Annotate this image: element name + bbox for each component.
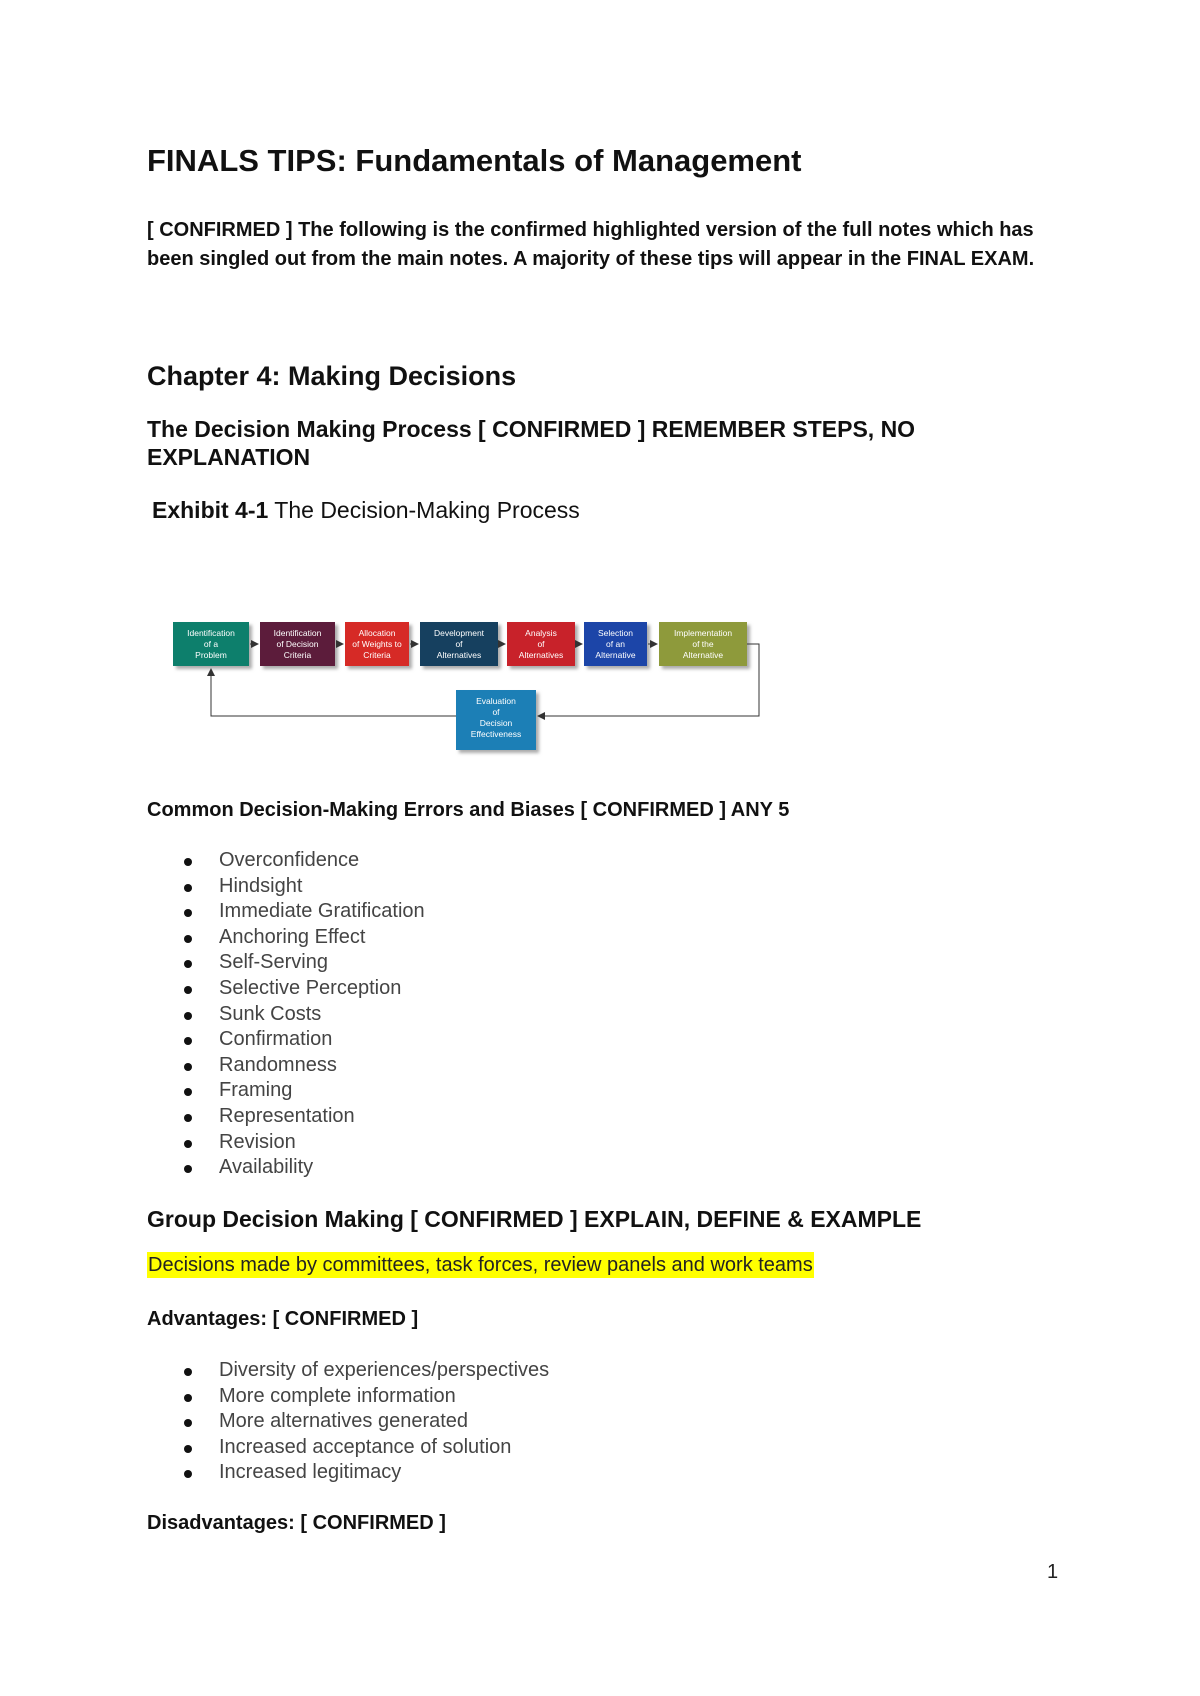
decision-process-svg bbox=[173, 620, 823, 770]
bias-list-item: Hindsight bbox=[147, 874, 425, 900]
bias-list-item: Selective Perception bbox=[147, 976, 425, 1002]
bias-list-item: Randomness bbox=[147, 1053, 425, 1079]
errors-list bbox=[147, 848, 425, 1181]
bias-list-item: Revision bbox=[147, 1130, 425, 1156]
process-step-label: Implementation of the Alternative bbox=[673, 628, 733, 660]
decision-process-diagram bbox=[173, 620, 823, 770]
advantages-heading: Advantages: [ CONFIRMED ] bbox=[147, 1308, 419, 1330]
advantage-list-item: More alternatives generated bbox=[147, 1409, 549, 1435]
bias-list-item: Sunk Costs bbox=[147, 1002, 425, 1028]
evaluation-step-label: Evaluation of Decision Effectiveness bbox=[470, 696, 522, 739]
advantage-list-item: More complete information bbox=[147, 1384, 549, 1410]
advantages-list bbox=[147, 1358, 549, 1486]
exhibit-name: The Decision-Making Process bbox=[274, 497, 580, 523]
advantage-list-item: Diversity of experiences/perspectives bbox=[147, 1358, 549, 1384]
advantage-list-item: Increased acceptance of solution bbox=[147, 1435, 549, 1461]
process-step-label: Selection of an Alternative bbox=[595, 628, 636, 660]
intro-paragraph: [ CONFIRMED ] The following is the confirmed highlighted version of the full notes which has been singled out from the main notes. A majority of these tips will appear in the FINAL EXAM. bbox=[147, 219, 1035, 270]
process-step-label: Development of Alternatives bbox=[433, 628, 485, 660]
document-title: FINALS TIPS: Fundamentals of Management bbox=[147, 143, 802, 178]
feedback-connector-out bbox=[211, 669, 456, 716]
group-decision-heading: Group Decision Making [ CONFIRMED ] EXPLAIN, DEFINE & EXAMPLE bbox=[147, 1206, 922, 1232]
process-step-label: Allocation of Weights to Criteria bbox=[352, 628, 402, 660]
page-number: 1 bbox=[1047, 1561, 1059, 1583]
bias-list-item: Self-Serving bbox=[147, 950, 425, 976]
exhibit-label: Exhibit 4-1 bbox=[152, 497, 269, 523]
bias-list-item: Framing bbox=[147, 1078, 425, 1104]
bias-list-item: Overconfidence bbox=[147, 848, 425, 874]
group-definition-highlight: Decisions made by committees, task forces, review panels and work teams bbox=[148, 1254, 813, 1276]
exhibit-title bbox=[152, 497, 580, 524]
process-step-label: Identification of Decision Criteria bbox=[273, 628, 322, 660]
bias-list-item: Availability bbox=[147, 1155, 425, 1181]
process-heading: The Decision Making Process [ CONFIRMED ] REMEMBER STEPS, NO EXPLANATION bbox=[147, 416, 916, 470]
bias-list-item: Confirmation bbox=[147, 1027, 425, 1053]
disadvantages-heading: Disadvantages: [ CONFIRMED ] bbox=[147, 1512, 446, 1534]
bias-list-item: Immediate Gratification bbox=[147, 899, 425, 925]
chapter-heading: Chapter 4: Making Decisions bbox=[147, 361, 517, 391]
process-step-label: Identification of a Problem bbox=[187, 628, 235, 660]
advantage-list-item: Increased legitimacy bbox=[147, 1460, 549, 1486]
bias-list-item: Representation bbox=[147, 1104, 425, 1130]
errors-heading: Common Decision-Making Errors and Biases [ CONFIRMED ] ANY 5 bbox=[147, 799, 790, 821]
bias-list-item: Anchoring Effect bbox=[147, 925, 425, 951]
process-step-label: Analysis of Alternatives bbox=[518, 628, 564, 660]
